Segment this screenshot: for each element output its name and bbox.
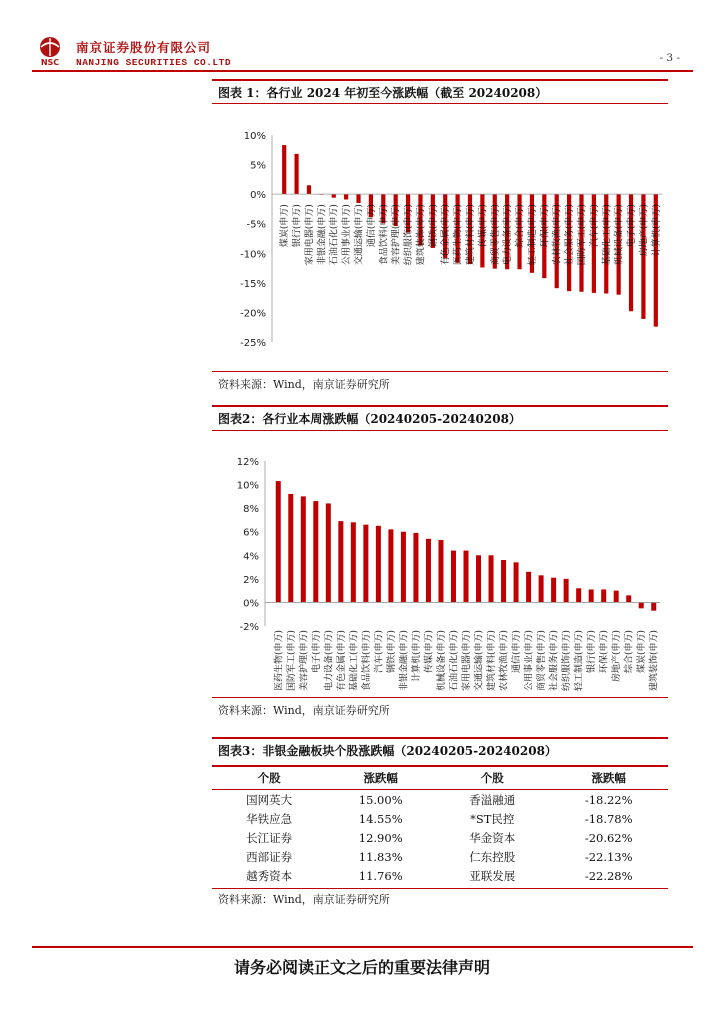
category-label: 国防军工(申万)	[286, 630, 297, 692]
category-label: 房地产(申万)	[612, 630, 623, 683]
bar	[651, 602, 656, 610]
bar	[601, 589, 606, 602]
stock-name: 华金资本	[469, 830, 516, 845]
stock-name: 香溢融通	[469, 792, 516, 807]
figure1-title: 图表 1：各行业 2024 年初至今涨跌幅（截至 20240208）	[218, 86, 548, 100]
table-row	[212, 790, 668, 810]
category-label: 电子(申万)	[627, 204, 638, 248]
bar	[351, 522, 356, 602]
bar	[501, 560, 506, 602]
y-tick-label: -20%	[240, 308, 266, 320]
bar	[401, 532, 406, 603]
bar	[363, 525, 368, 603]
page-number: - 3 -	[659, 52, 680, 64]
category-label: 美容护理(申万)	[391, 204, 402, 266]
stock-name: 越秀资本	[246, 868, 293, 883]
stock-change: -22.28%	[584, 868, 633, 883]
category-label: 商贸零售(申万)	[490, 204, 501, 266]
figure2-top-rule	[212, 405, 668, 407]
category-label: 计算机(申万)	[651, 204, 662, 257]
bar	[376, 526, 381, 603]
y-tick-label: -10%	[240, 249, 266, 261]
table-row	[212, 828, 668, 847]
category-label: 钢铁(申万)	[386, 630, 397, 674]
stock-name: 仁东控股	[469, 849, 516, 864]
col-header-change: 涨跌幅	[326, 767, 435, 790]
category-label: 汽车(申万)	[589, 204, 600, 248]
category-label: 农林牧渔(申万)	[552, 204, 563, 266]
figure1-source-rule	[212, 371, 668, 372]
bar	[464, 551, 469, 603]
category-label: 食品饮料(申万)	[379, 204, 390, 266]
figure3-top-rule	[212, 737, 668, 739]
category-label: 交通运输(申万)	[354, 204, 365, 266]
logo-text: NSC	[40, 58, 60, 66]
bar	[551, 578, 556, 603]
stock-name: 国网英大	[246, 792, 293, 807]
stock-change: 12.90%	[358, 830, 403, 845]
stock-name: 西部证券	[246, 849, 293, 864]
bar	[338, 521, 343, 602]
category-label: 有色金属(申万)	[441, 204, 452, 266]
y-tick-label: 4%	[243, 551, 259, 563]
bar	[476, 555, 481, 602]
category-label: 计算机(申万)	[411, 630, 422, 683]
bar	[313, 501, 318, 602]
bar	[282, 145, 286, 194]
category-label: 公用事业(申万)	[524, 630, 535, 692]
category-label: 纺织服饰(申万)	[404, 204, 415, 266]
y-tick-label: -5%	[246, 219, 266, 231]
y-tick-label: -2%	[239, 622, 259, 633]
category-label: 钢铁(申万)	[428, 204, 439, 248]
category-label: 电子(申万)	[311, 630, 322, 674]
figure1-source: 资料来源：Wind，南京证券研究所	[218, 378, 390, 391]
category-label: 家用电器(申万)	[462, 630, 472, 692]
bar	[626, 595, 631, 602]
bar	[326, 503, 331, 602]
category-label: 家用电器(申万)	[304, 204, 315, 266]
category-label: 银行(申万)	[587, 630, 598, 674]
y-tick-label: 10%	[243, 131, 266, 142]
bar	[426, 539, 431, 603]
bar	[526, 572, 531, 603]
stock-name: 华铁应急	[246, 811, 293, 826]
category-label: 电力设备(申万)	[324, 630, 335, 692]
y-tick-label: 5%	[250, 160, 266, 172]
stock-change-table	[212, 767, 668, 885]
figure2-source: 资料来源：Wind，南京证券研究所	[218, 704, 390, 717]
category-label: 机械设备(申万)	[436, 630, 447, 692]
category-label: 社会服务(申万)	[549, 630, 560, 692]
y-tick-label: 12%	[236, 457, 259, 468]
y-tick-label: 0%	[243, 598, 259, 610]
stock-change: -18.22%	[584, 792, 633, 807]
table-bottom-rule	[212, 888, 668, 889]
category-label: 建筑装饰(申万)	[416, 204, 427, 266]
bar	[344, 194, 348, 199]
table-row	[212, 866, 668, 885]
bar	[356, 194, 360, 203]
bar	[388, 529, 393, 602]
category-label: 轻工制造(申万)	[574, 630, 585, 692]
y-tick-label: -15%	[240, 278, 266, 290]
stock-change: -20.62%	[584, 830, 633, 845]
figure1-top-rule	[212, 79, 668, 81]
category-label: 环保(申万)	[599, 630, 610, 674]
category-label: 有色金属(申万)	[336, 630, 347, 692]
stock-name: 亚联发展	[469, 868, 516, 883]
category-label: 基础化工(申万)	[602, 204, 613, 266]
stock-change: -22.13%	[584, 849, 633, 864]
category-label: 传媒(申万)	[424, 630, 435, 674]
footer-divider	[32, 946, 693, 948]
category-label: 通信(申万)	[512, 630, 523, 674]
category-label: 交通运输(申万)	[474, 630, 485, 692]
company-name-en: NANJING SECURITIES CO.LTD	[76, 57, 232, 68]
bar	[514, 562, 519, 602]
category-label: 食品饮料(申万)	[361, 630, 372, 692]
table-header-row	[212, 767, 668, 790]
category-label: 煤炭(申万)	[280, 204, 291, 248]
category-label: 商贸零售(申万)	[537, 630, 548, 692]
y-tick-label: -25%	[240, 338, 266, 349]
category-label: 综合(申万)	[515, 204, 526, 248]
bar	[413, 533, 418, 603]
figure2-source-rule	[212, 697, 668, 698]
legal-disclaimer: 请务必阅读正文之后的重要法律声明	[233, 958, 490, 977]
figure1-chart	[212, 104, 668, 370]
bar	[489, 555, 494, 602]
table-row	[212, 809, 668, 828]
category-label: 美容护理(申万)	[299, 630, 310, 692]
nsc-logo	[32, 36, 68, 66]
bar	[539, 575, 544, 602]
y-tick-label: 0%	[250, 190, 266, 202]
bar	[564, 579, 569, 603]
y-tick-label: 8%	[243, 504, 259, 516]
category-label: 传媒(申万)	[478, 204, 489, 248]
bar	[589, 589, 594, 602]
category-label: 机械设备(申万)	[614, 204, 625, 266]
bar	[294, 154, 298, 194]
col-header-stock: 个股	[212, 767, 326, 790]
stock-change: 14.55%	[358, 811, 403, 826]
bar	[639, 602, 644, 608]
bar	[451, 551, 456, 603]
stock-name: 长江证券	[246, 830, 293, 845]
category-label: 轻工制造(申万)	[527, 204, 538, 266]
category-label: 国防军工(申万)	[577, 204, 588, 266]
category-label: 非银金融(申万)	[399, 630, 410, 692]
category-label: 公用事业(申万)	[342, 204, 353, 266]
y-tick-label: 2%	[243, 574, 259, 586]
figure3-title: 图表3：非银金融板块个股涨跌幅（20240205-20240208）	[218, 744, 557, 758]
stock-name: *ST民控	[470, 811, 515, 826]
company-name-cn: 南京证券股份有限公司	[76, 40, 212, 55]
stock-change: 11.83%	[358, 849, 403, 864]
category-label: 社会服务(申万)	[565, 204, 576, 266]
header-divider	[32, 70, 693, 72]
category-label: 电力设备(申万)	[503, 204, 514, 266]
y-tick-label: 10%	[236, 480, 259, 492]
col-header-stock: 个股	[435, 767, 549, 790]
category-label: 房地产(申万)	[639, 204, 650, 257]
figure2-chart	[212, 431, 668, 696]
stock-change: 15.00%	[358, 792, 403, 807]
category-label: 综合(申万)	[624, 630, 635, 674]
bar	[276, 481, 281, 602]
category-label: 纺织服饰(申万)	[562, 630, 573, 692]
category-label: 非银金融(申万)	[317, 204, 328, 266]
category-label: 石油石化(申万)	[449, 630, 460, 692]
category-label: 农林牧渔(申万)	[499, 630, 510, 692]
category-label: 医药生物(申万)	[274, 630, 285, 692]
bar	[288, 494, 293, 602]
bar	[301, 496, 306, 602]
col-header-change: 涨跌幅	[549, 767, 668, 790]
bar	[307, 185, 311, 194]
category-label: 建筑装饰(申万)	[649, 630, 660, 692]
bar	[614, 591, 619, 603]
y-tick-label: 6%	[243, 527, 259, 539]
category-label: 煤炭(申万)	[637, 630, 648, 674]
category-label: 环保(申万)	[540, 204, 551, 248]
stock-change: 11.76%	[358, 868, 403, 883]
bar	[332, 194, 336, 198]
category-label: 建筑材料(申万)	[487, 630, 498, 692]
bar	[576, 588, 581, 602]
category-label: 汽车(申万)	[374, 630, 385, 674]
category-label: 通信(申万)	[366, 204, 377, 248]
category-label: 银行(申万)	[292, 204, 303, 248]
stock-change: -18.78%	[584, 811, 633, 826]
category-label: 医药生物(申万)	[453, 204, 464, 266]
bar	[438, 540, 443, 602]
category-label: 基础化工(申万)	[349, 630, 360, 692]
figure3-source: 资料来源：Wind，南京证券研究所	[218, 893, 390, 906]
category-label: 建筑材料(申万)	[466, 204, 476, 266]
figure2-title: 图表2：各行业本周涨跌幅（20240205-20240208）	[218, 412, 521, 426]
category-label: 石油石化(申万)	[329, 204, 340, 266]
table-row	[212, 847, 668, 866]
